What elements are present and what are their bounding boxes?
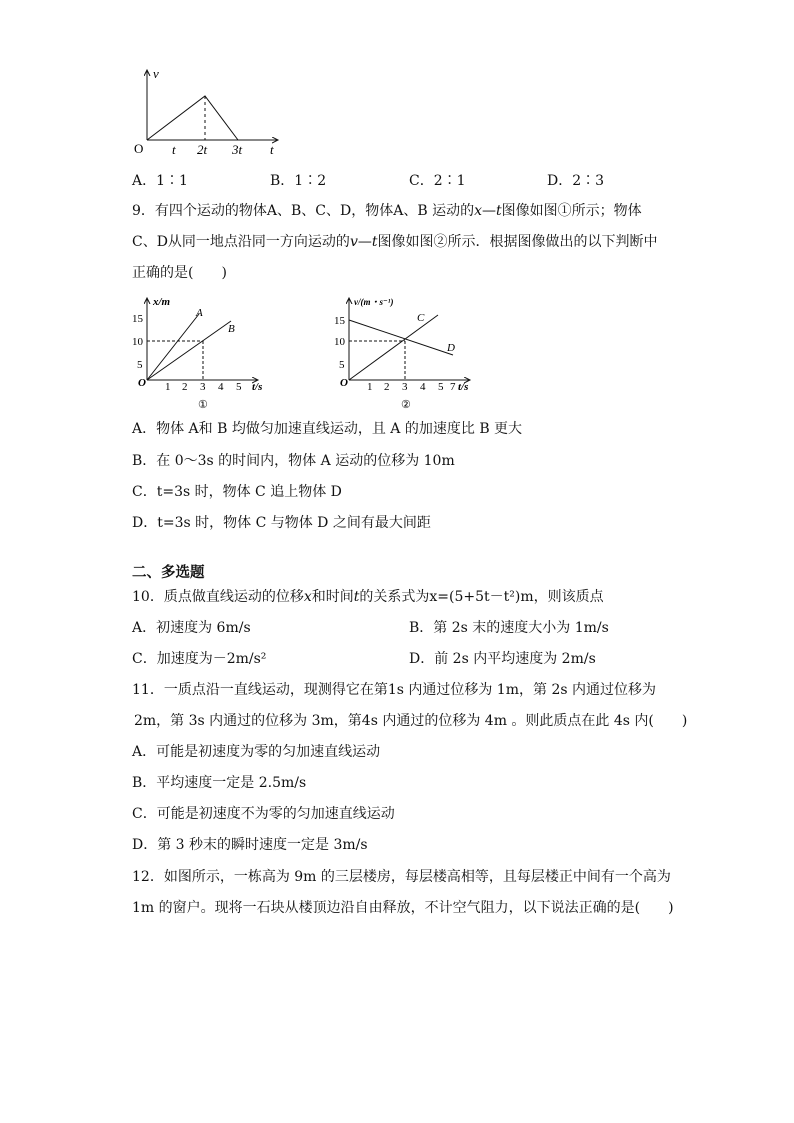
x-tick-7: 7: [450, 381, 456, 393]
q9-option-a: A．物体 A和 B 均做匀加速直线运动，且 A 的加速度比 B 更大: [132, 421, 523, 437]
velocity-line: [147, 96, 238, 140]
q9-option-d: D．t=3s 时，物体 C 与物体 D 之间有最大间距: [132, 515, 431, 531]
x-tick-3: 3: [402, 381, 408, 393]
q11-option-c: C．可能是初速度不为零的匀加速直线运动: [132, 806, 395, 822]
vt-chart: [328, 292, 478, 414]
q9-option-c: C．t=3s 时，物体 C 追上物体 D: [132, 484, 342, 500]
q10-stem: 10．质点做直线运动的位移x和时间t的关系式为x=(5+5t－t²)m，则该质点: [132, 589, 604, 605]
y-tick-15: 15: [132, 313, 143, 325]
q9-line2: C、D从同一地点沿同一方向运动的v—t图像如图②所示．根据图像做出的以下判断中: [132, 234, 658, 250]
v-label: v: [153, 66, 159, 81]
q11-option-a: A．可能是初速度为零的匀加速直线运动: [132, 744, 381, 760]
q11-option-b: B．平均速度一定是 2.5m/s: [132, 775, 307, 791]
section-title: 二、多选题: [132, 565, 205, 581]
q8-option-d: D．2∶3: [547, 173, 605, 189]
x-axis-label: t/s: [252, 381, 263, 393]
x-tick-5: 5: [236, 381, 242, 393]
y-tick-5: 5: [137, 359, 143, 371]
q11-line2: 2m，第 3s 内通过的位移为 3m，第4s 内通过的位移为 4m 。则此质点在此 4s 内( ): [134, 713, 688, 729]
x-tick-1: 1: [367, 381, 373, 393]
x-tick-1: 1: [165, 381, 171, 393]
q12-line1: 12．如图所示，一栋高为 9m 的三层楼房，每层楼高相等，且每层楼正中间有一个高为: [132, 869, 671, 885]
x-tick-4: 4: [218, 381, 224, 393]
q10-option-c: C．加速度为－2m/s²: [132, 651, 267, 667]
y-tick-5: 5: [339, 359, 345, 371]
q8-option-c: C．2∶1: [409, 173, 466, 189]
q11-line1: 11．一质点沿一直线运动，现测得它在第1s 内通过位移为 1m，第 2s 内通过位移为: [132, 682, 656, 698]
origin: O: [340, 377, 348, 389]
q10-option-b: B．第 2s 末的速度大小为 1m/s: [409, 620, 609, 636]
label-b: B: [228, 323, 235, 335]
q9-line3: 正确的是( ): [132, 265, 227, 281]
x-tick-4: 4: [420, 381, 426, 393]
origin: O: [138, 377, 146, 389]
y-axis-label: x/m: [153, 296, 171, 308]
y-tick-15: 15: [334, 315, 345, 327]
origin-label: O: [134, 141, 144, 156]
line-b: [147, 321, 231, 380]
label-c: C: [417, 312, 425, 324]
xt-chart: [126, 292, 276, 414]
q10-option-a: A．初速度为 6m/s: [132, 620, 251, 636]
label-d: D: [447, 342, 455, 354]
y-axis-label: v/(m・s⁻¹): [354, 297, 394, 307]
t-label: t: [270, 142, 274, 157]
x-axis-label: t/s: [458, 381, 469, 393]
vt-graph-top: [128, 62, 288, 162]
label-a: A: [196, 307, 203, 319]
caption: ①: [198, 399, 208, 411]
q10-option-d: D．前 2s 内平均速度为 2m/s: [409, 651, 596, 667]
q12-line2: 1m 的窗户。现将一石块从楼顶边沿自由释放，不计空气阻力，以下说法正确的是( ): [132, 900, 674, 916]
q11-option-d: D．第 3 秒末的瞬时速度一定是 3m/s: [132, 837, 368, 853]
y-tick-10: 10: [334, 336, 345, 348]
q9-line1: 9．有四个运动的物体A、B、C、D，物体A、B 运动的x—t图像如图①所示；物体: [132, 203, 642, 219]
tick-t: t: [172, 142, 176, 157]
tick-2t: 2t: [197, 142, 208, 157]
x-tick-2: 2: [384, 381, 390, 393]
y-tick-10: 10: [132, 336, 143, 348]
q8-option-b: B．1∶2: [270, 173, 327, 189]
line-a: [147, 314, 199, 380]
caption: ②: [401, 399, 411, 411]
line-d: [349, 320, 453, 355]
x-tick-2: 2: [182, 381, 188, 393]
x-tick-5: 5: [438, 381, 444, 393]
x-tick-3: 3: [200, 381, 206, 393]
tick-3t: 3t: [232, 142, 243, 157]
q8-option-a: A．1∶1: [132, 173, 188, 189]
q9-option-b: B．在 0～3s 的时间内，物体 A 运动的位移为 10m: [132, 453, 455, 469]
